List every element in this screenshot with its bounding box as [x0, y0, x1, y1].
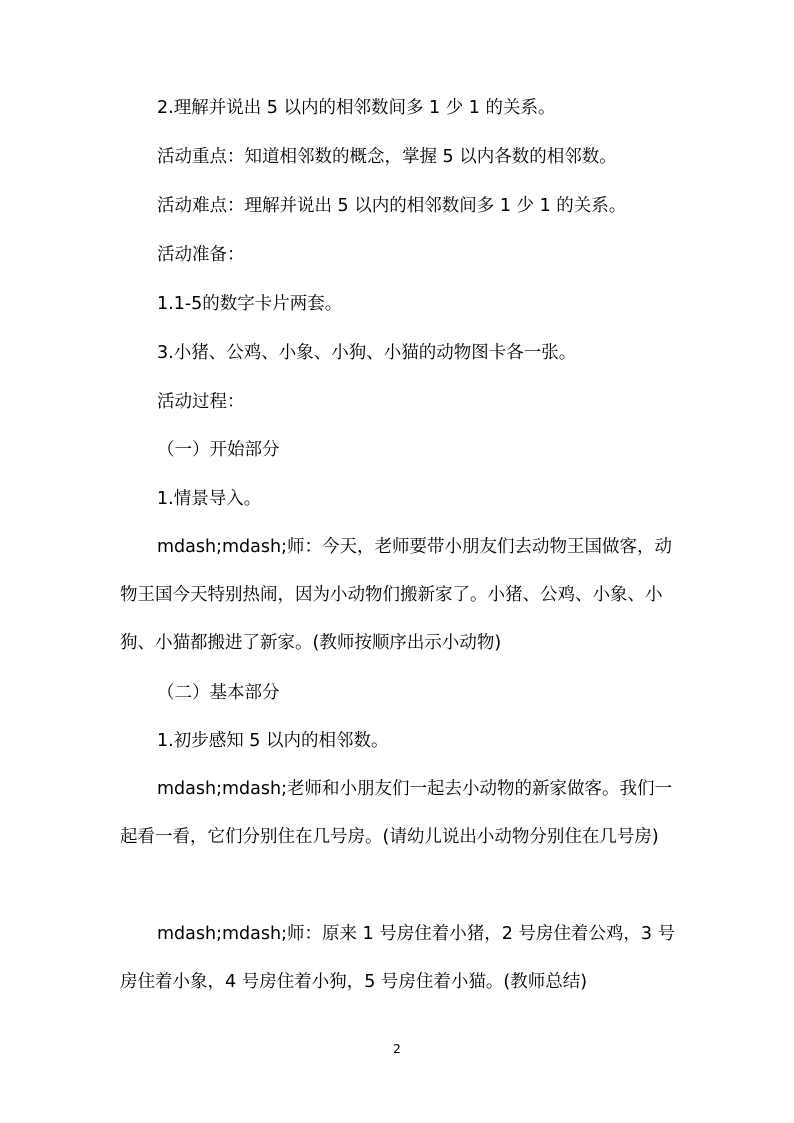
paragraph-difficulty: 活动难点：理解并说出 5 以内的相邻数间多 1 少 1 的关系。	[157, 196, 627, 216]
paragraph-key-point: 活动重点：知道相邻数的概念，掌握 5 以内各数的相邻数。	[157, 147, 617, 167]
paragraph-process-heading: 活动过程：	[157, 392, 245, 412]
page-number: 2	[393, 1042, 401, 1056]
paragraph-visit-houses: mdash;mdash;老师和小朋友们一起去小动物的新家做客。我们一起看一看，它们分别住在几号房。(请幼儿说出小动物分别住在几号房)	[120, 779, 672, 847]
paragraph-teacher-summary: mdash;mdash;师：原来 1 号房住着小猪，2 号房住着公鸡，3 号房住着小象，4 号房住着小狗，5 号房住着小猫。(教师总结)	[120, 924, 676, 992]
paragraph-section-start: （一）开始部分	[157, 440, 280, 460]
paragraph-preparation-1: 1.1-5的数字卡片两套。	[157, 294, 343, 314]
paragraph-section-basic: （二）基本部分	[157, 683, 280, 703]
paragraph-perceive-adjacent: 1.初步感知 5 以内的相邻数。	[157, 731, 389, 751]
paragraph-preparation-heading: 活动准备：	[157, 245, 245, 265]
paragraph-teacher-intro: mdash;mdash;师：今天，老师要带小朋友们去动物王国做客，动物王国今天特别热闹，因为小动物们搬新家了。小猪、公鸡、小象、小狗、小猫都搬进了新家。(教师按顺序出示小动物)	[120, 537, 672, 653]
paragraph-scene-intro: 1.情景导入。	[157, 489, 262, 509]
paragraph-preparation-3: 3.小猪、公鸡、小象、小狗、小猫的动物图卡各一张。	[157, 343, 577, 363]
paragraph-objective-2: 2.理解并说出 5 以内的相邻数间多 1 少 1 的关系。	[157, 98, 556, 118]
